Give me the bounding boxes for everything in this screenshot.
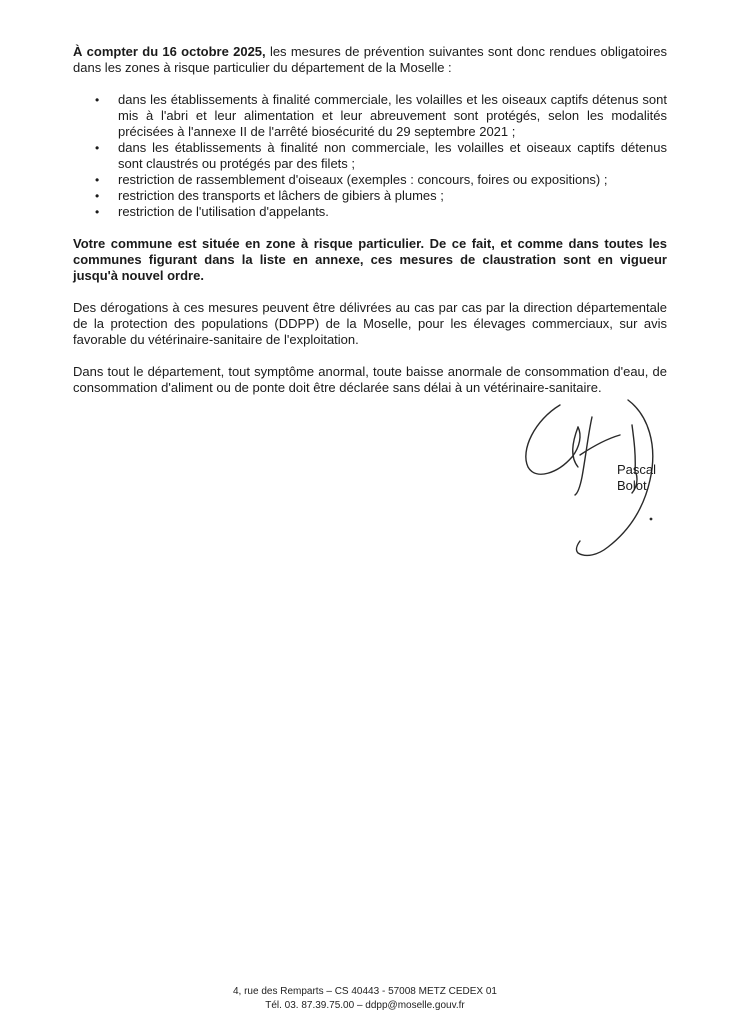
effective-date-statement: À compter du 16 octobre 2025,	[73, 44, 266, 59]
bullet-icon: •	[95, 205, 100, 219]
symptoms-paragraph: Dans tout le département, tout symptôme anormal, toute baisse anormale de consommation d'eau, de consommation d'aliment ou de ponte doit être déclarée sans délai à un vétérinaire-sanitaire.	[73, 364, 667, 395]
measure-text: restriction des transports et lâchers de gibiers à plumes ;	[118, 188, 444, 203]
measure-text: dans les établissements à finalité non commerciale, les volailles et oiseaux captifs détenus sont claustrés ou protégés par des filets ;	[118, 140, 667, 171]
zone-statement: Votre commune est située en zone à risque particulier. De ce fait, et comme dans toutes les communes figurant dans la liste en annexe, ces mesures de claustration sont en vigueur jusqu'à nouvel ordre.	[73, 236, 667, 283]
measure-item-4	[73, 188, 667, 204]
measure-item-1	[73, 92, 667, 140]
measure-item-5	[73, 204, 667, 220]
signer-name: Pascal Bolot	[617, 462, 657, 493]
letter-body	[73, 44, 667, 412]
measure-item-2	[73, 140, 667, 172]
footer-contact: Tél. 03. 87.39.75.00 – ddpp@moselle.gouv.fr	[265, 1000, 465, 1011]
measure-text: restriction de rassemblement d'oiseaux (exemples : concours, foires ou expositions) ;	[118, 172, 608, 187]
bullet-icon: •	[95, 93, 100, 107]
intro-paragraph	[73, 44, 667, 76]
measure-text: dans les établissements à finalité commerciale, les volailles et les oiseaux captifs détenus sont mis à l'abri et leur alimentation et leur abreuvement sont protégés, selon les modalités précisées à l'annexe II de l'arrêté biosécurité du 29 septembre 2021 ;	[118, 92, 667, 139]
footer-address: 4, rue des Remparts – CS 40443 - 57008 METZ CEDEX 01	[232, 986, 497, 997]
bullet-icon: •	[95, 141, 100, 155]
intro-text: les mesures de prévention suivantes sont donc rendues obligatoires dans les zones à risque particulier du département de la Moselle :	[73, 44, 668, 75]
measures-list	[73, 92, 667, 220]
signature-block	[520, 395, 680, 570]
derogations-paragraph: Des dérogations à ces mesures peuvent être délivrées au cas par cas par la direction départementale de la protection des populations (DDPP) de la Moselle, pour les élevages commerciaux, sur avis favorable du vétérinaire-sanitaire de l'exploitation.	[73, 300, 667, 347]
bullet-icon: •	[95, 173, 100, 187]
bullet-icon: •	[95, 189, 100, 203]
signature-dot	[650, 518, 653, 521]
measure-item-3	[73, 172, 667, 188]
page-footer	[0, 985, 730, 1013]
measure-text: restriction de l'utilisation d'appelants.	[118, 204, 329, 219]
